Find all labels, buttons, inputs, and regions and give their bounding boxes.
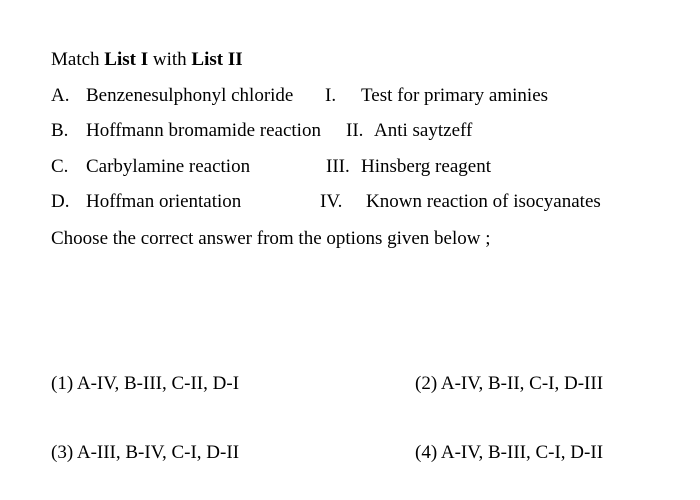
question-heading: [51, 50, 243, 69]
answer-prompt: Choose the correct answer from the options given below ;: [51, 228, 491, 249]
list-one-text-a: Benzenesulphonyl chloride: [86, 85, 294, 106]
list-two-text-iii: Hinsberg reagent: [361, 156, 491, 177]
list-one-label-b: B.: [51, 120, 69, 141]
list-two-text-iv: Known reaction of isocyanates: [366, 191, 601, 212]
list-two-label-i: I.: [325, 85, 337, 106]
list-one-text-b: Hoffmann bromamide reaction: [86, 120, 321, 141]
list-one-text-d: Hoffman orientation: [86, 191, 242, 212]
list-two-text-i: Test for primary aminies: [361, 85, 549, 106]
list-two-text-ii: Anti saytzeff: [374, 120, 473, 141]
list-one-label-a: A.: [51, 85, 70, 106]
option-4[interactable]: (4) A-IV, B-III, C-I, D-II: [415, 442, 604, 463]
option-2[interactable]: (2) A-IV, B-II, C-I, D-III: [415, 373, 604, 394]
list-two-label-iv: IV.: [320, 191, 343, 212]
list-one-label-d: D.: [51, 191, 70, 212]
list-one-label-c: C.: [51, 156, 69, 177]
option-1[interactable]: (1) A-IV, B-III, C-II, D-I: [51, 373, 240, 394]
list-one-text-c: Carbylamine reaction: [86, 156, 251, 177]
option-3[interactable]: (3) A-III, B-IV, C-I, D-II: [51, 442, 240, 463]
list-two-label-ii: II.: [346, 120, 364, 141]
list-two-label-iii: III.: [326, 156, 350, 177]
heading-middle: with: [148, 49, 192, 70]
heading-prefix: Match: [51, 49, 105, 70]
heading-list-one: List I: [104, 49, 149, 70]
heading-list-two: List II: [191, 49, 243, 70]
